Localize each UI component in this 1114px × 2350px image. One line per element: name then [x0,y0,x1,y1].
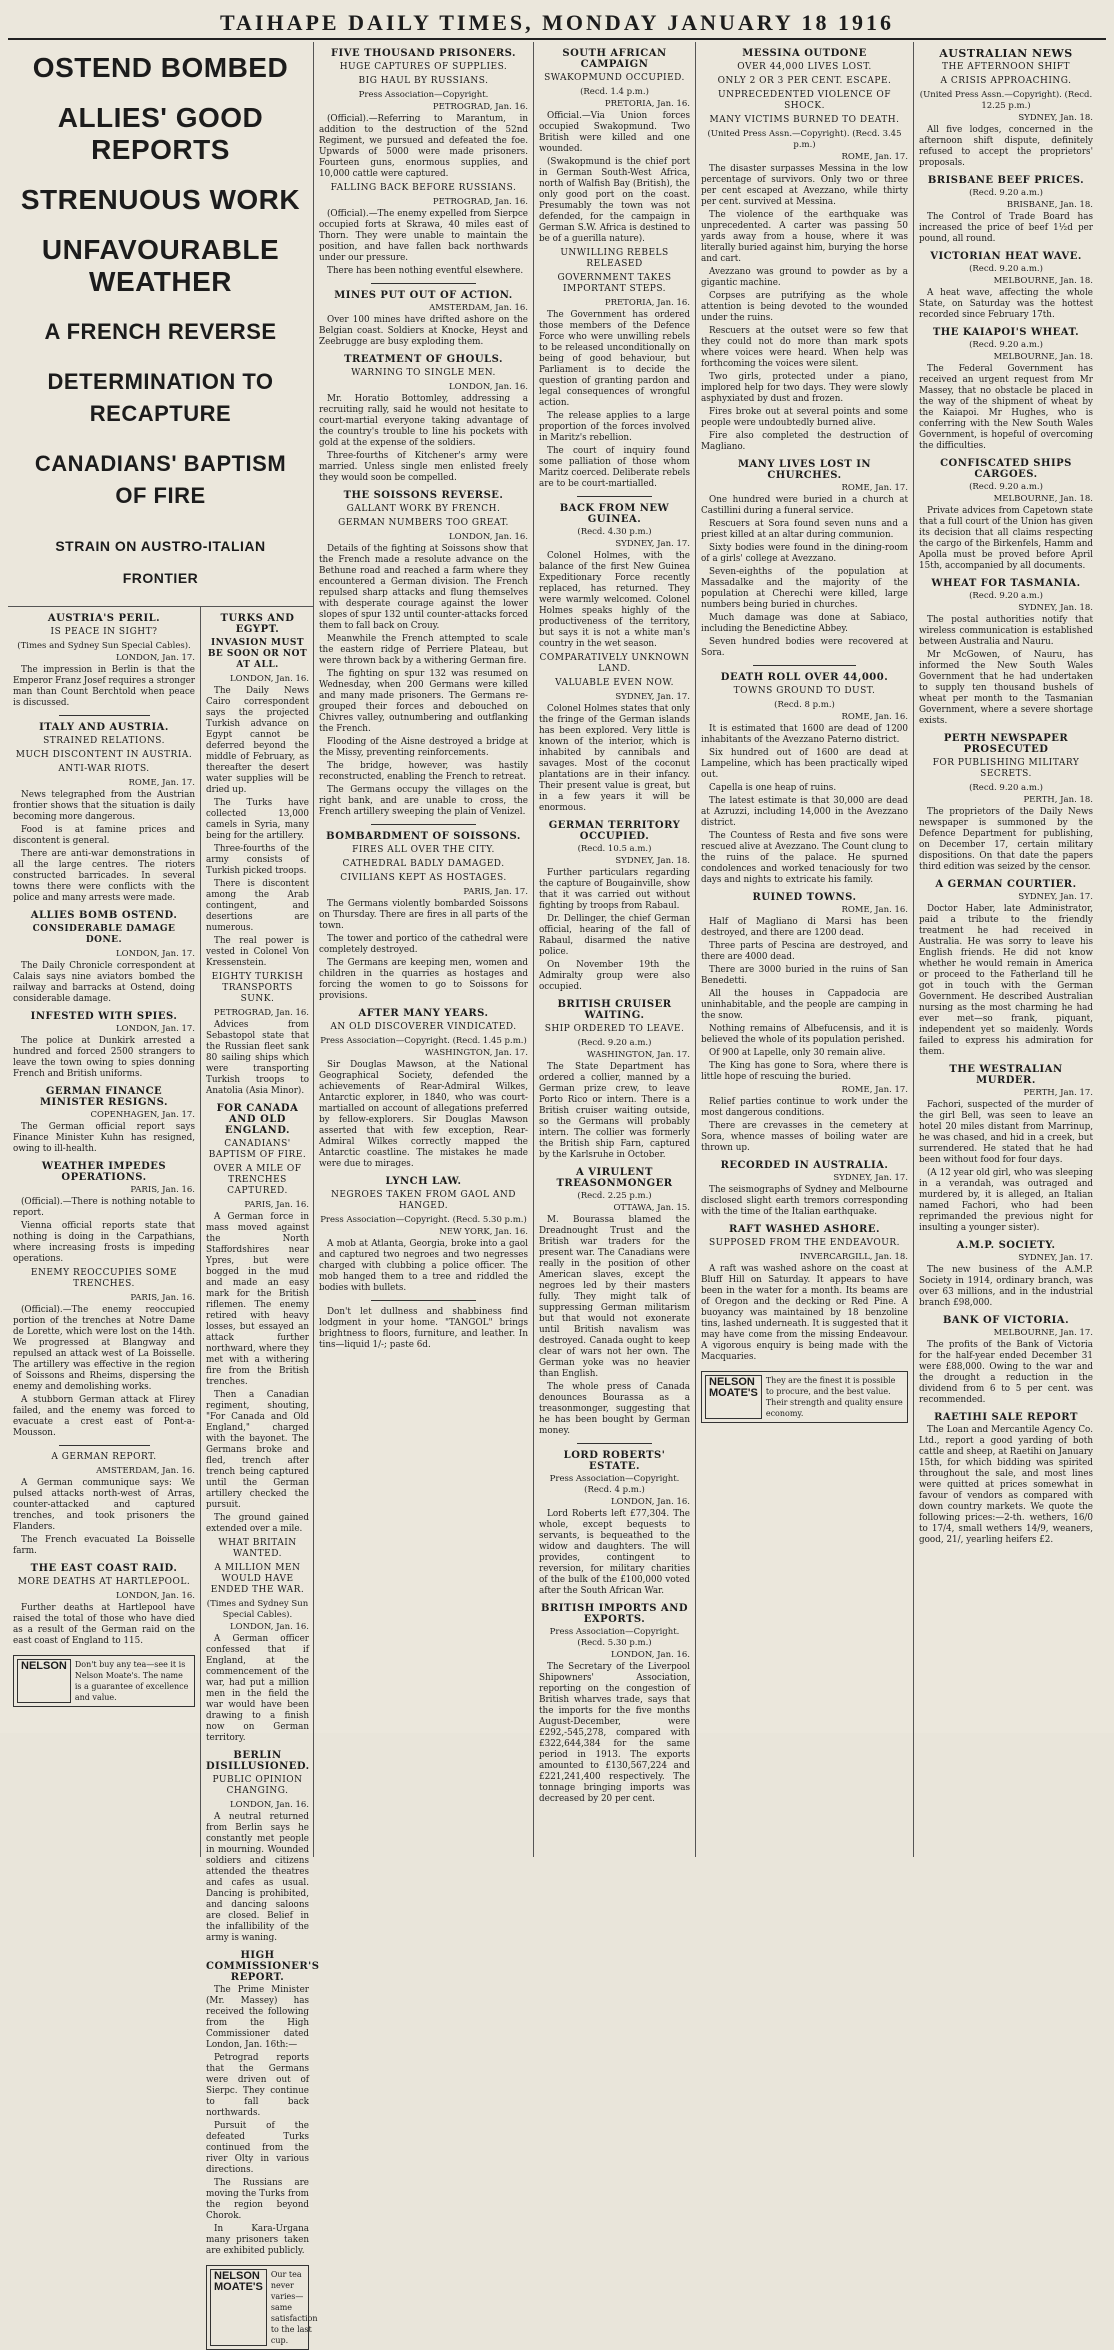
paragraph: Nothing remains of Albefucensis, and it is believed the whole of its population perished. [701,1024,908,1045]
article-heading: GERMAN TERRITORY OCCUPIED. [548,820,681,842]
dateline: WASHINGTON, Jan. 17. [424,1048,528,1058]
paragraph: Petrograd reports that the Germans were driven out of Sierpc. They continue to fall back northwards. [206,2053,309,2118]
dateline: ROME, Jan. 16. [841,712,908,722]
dateline: SYDNEY, Jan. 18. [1018,603,1093,613]
article-heading: THE WESTRALIAN MURDER. [949,1064,1063,1086]
column-5 [696,42,914,1857]
paragraph: The release applies to a large proportion of the forces involved in Maritz's rebellion. [539,411,690,443]
subheading: WARNING TO SINGLE MEN. [351,368,496,378]
paragraph: The Daily News Cairo correspondent says the projected Turkish advance on Egypt cannot be deferred beyond the middle of February, as thereafter the desert water supplies will be dried up. [206,686,309,795]
dateline: MELBOURNE, Jan. 18. [993,276,1093,286]
article-heading: FIVE THOUSAND PRISONERS. [330,48,517,59]
paragraph: Six hundred out of 1600 are dead at Lampeline, which has been practically wiped out. [701,748,908,780]
article-heading: THE EAST COAST RAID. [30,1563,178,1574]
source-line: Press Association—Copyright. (Recd. 5.30 p.m.) [320,1215,527,1225]
ad-text: They are the finest it is possible to procure, and the best value. Their strength and quality ensure economy. [765,1376,903,1418]
subheading: TOWNS GROUND TO DUST. [733,686,876,696]
dateline: MELBOURNE, Jan. 18. [993,352,1093,362]
dateline: PERTH, Jan. 17. [1023,1088,1093,1098]
subheading: OVER 44,000 LIVES LOST. [737,62,872,72]
article-heading: TREATMENT OF GHOULS. [344,354,503,365]
paragraph: Over 100 mines have drifted ashore on the Belgian coast. Soldiers at Knocke, Heyst and Zeebrugge are busy exploding them. [319,315,528,347]
article-heading: BRITISH IMPORTS AND EXPORTS. [540,1603,689,1625]
paragraph: The ground gained extended over a mile. [206,1513,309,1534]
paragraph: Three-fourths of the army consists of Turkish picked troops. [206,844,309,876]
advertisement-text: Don't let dullness and shabbiness find lodgment in your home. "TANGOL" brings brightness to floors, furniture, and leather. In tins—liquid 1/-; paste 6d. [319,1307,528,1350]
paragraph: There has been nothing eventful elsewhere. [327,266,524,276]
article-heading: AUSTRIA'S PERIL. [47,613,161,624]
divider [577,1443,653,1444]
masthead [8,0,1106,40]
paragraph: Further particulars regarding the capture of Bougainville, show that it was carried out without fighting by troops from Rabaul. [539,868,690,911]
paragraph: A German force in mass moved against the North Staffordshires near Ypres, but were bogged in the mud and made an easy mark for the British riflemen. The enemy retired with heavy losses, but essayed an attack further northward, where they met with a withering fire from the British trenches. [206,1212,309,1387]
paragraph: The Federal Government has received an urgent request from Mr Massey, that no obstacle be placed in the way of the shipment of wheat by the Kaiapoi. Mr Hughes, who is conferring with the New South Wales Government, is hopeful of overcoming the difficulties. [919,364,1093,451]
dateline: LONDON, Jan. 16. [610,1650,690,1660]
subheading: CANADIANS' BAPTISM OF FIRE. [208,1139,307,1160]
divider [753,665,857,666]
paragraph: Colonel Holmes, with the balance of the first New Guinea Expeditionary Force recently replaced, has returned. They were warmly welcomed. Colonel Holmes speaks highly of the productiveness of the territory, but says it is not a white man's country in the wet season. [539,551,690,649]
subheading: INVASION MUST BE SOON OR NOT AT ALL. [207,638,308,670]
subheading: HUGE CAPTURES OF SUPPLIES. [339,62,508,72]
dateline: LONDON, Jan. 16. [115,1591,195,1601]
paragraph: The Prime Minister (Mr. Massey) has received the following from the High Commissioner dated London, Jan. 16th:— [206,1985,309,2050]
source-line: (Recd. 9.20 a.m.) [969,264,1043,274]
article-heading: RUINED TOWNS. [752,892,857,903]
columns [8,42,1106,2345]
source-line: (United Press Assn.—Copyright). (Recd. 3.45 p.m.) [707,129,902,150]
paragraph: (Official).—The enemy expelled from Sierpce occupied forts at Skrawa, 40 miles east of Thorn. They were unable to maintain the position, and have fallen back northwards under our pressure. [319,209,528,263]
dateline: SYDNEY, Jan. 17. [833,1173,908,1183]
paragraph: Flooding of the Aisne destroyed a bridge at the Missy, preventing reinforcements. [319,737,528,758]
paragraph: The disaster surpasses Messina in the low percentage of survivors. Only two or three per cent escaped at Avezzano, while thirty per cent. survived at Messina. [701,164,908,207]
dateline: AMSTERDAM, Jan. 16. [429,303,528,313]
headline-5: A FRENCH REVERSE [44,319,277,344]
divider [371,1300,476,1301]
subheading: A CRISIS APPROACHING. [940,76,1072,86]
paragraph: A German officer confessed that if England, at the commencement of the war, had put a million men in the field the war would have been drawing to a finish now on German territory. [206,1634,309,1743]
dateline: PARIS, Jan. 16. [130,1185,195,1195]
advertisement [701,1371,908,1423]
subheading: GERMAN NUMBERS TOO GREAT. [338,518,509,528]
dateline: ROME, Jan. 17. [841,483,908,493]
paragraph: It is estimated that 1600 are dead of 1200 inhabitants of the Avezzano Paterno district. [701,724,908,745]
subheading: OVER A MILE OF TRENCHES CAPTURED. [213,1164,302,1196]
paragraph: Capella is one heap of ruins. [709,783,837,793]
dateline: PETROGRAD, Jan. 16. [432,197,528,207]
paragraph: The new business of the A.M.P. Society in 1914, ordinary branch, was over 63 millions, and in the industrial branch £98,000. [919,1265,1093,1308]
dateline: SYDNEY, Jan. 18. [1018,113,1093,123]
article-heading: RECORDED IN AUSTRALIA. [720,1160,889,1171]
subheading: FIRES ALL OVER THE CITY. [352,845,495,855]
headline-3: STRENUOUS WORK [20,184,301,215]
paragraph: The French evacuated La Boisselle farm. [13,1535,195,1556]
article-heading: AFTER MANY YEARS. [358,1008,489,1019]
paragraph: The Germans violently bombarded Soissons on Thursday. There are fires in all parts of the town. [319,899,528,931]
dateline: SYDNEY, Jan. 18. [615,856,690,866]
paragraph: Fires broke out at several points and some people were undoubtedly burned alive. [701,407,908,428]
column-3 [314,42,534,1857]
paragraph: Rescuers at the outset were so few that they could not do more than mark spots where voices were heard. When help was forthcoming the voices were silent. [701,326,908,369]
paragraph: Corpses are putrifying as the whole attention is being devoted to the wounded under the ruins. [701,291,908,323]
subheading: NEGROES TAKEN FROM GAOL AND HANGED. [331,1190,516,1211]
subheading: GOVERNMENT TAKES IMPORTANT STEPS. [557,273,672,294]
headline-4: UNFAVOURABLE WEATHER [41,234,280,297]
dateline: LONDON, Jan. 16. [448,532,528,542]
paragraph: The Germans occupy the villages on the right bank, and are unable to cross, the French artillery sweeping the plain of Venizel. [319,785,528,817]
paragraph: The postal authorities notify that wireless communication is established between Australia and Nauru. [919,615,1093,647]
headline-7: CANADIANS' BAPTISM OF FIRE [34,451,287,508]
source-line: (Recd. 9.20 a.m.) [969,482,1043,492]
source-line: Press Association—Copyright. [358,90,489,100]
paragraph: The German official report says Finance Minister Kuhn has resigned, owing to ill-health. [13,1122,195,1154]
paragraph: Relief parties continue to work under the most dangerous conditions. [701,1097,908,1118]
paragraph: A stubborn German attack at Flirey failed, and the enemy was forced to evacuate a crest east of Pont-a-Mousson. [13,1395,195,1438]
paragraph: Half of Magliano di Marsi has been destroyed, and there are 1200 dead. [701,917,908,938]
subheading: UNWILLING REBELS RELEASED [560,248,669,269]
dateline: ROME, Jan. 17. [841,152,908,162]
article-heading: FOR CANADA AND OLD ENGLAND. [216,1103,299,1136]
divider [59,715,150,716]
dateline: MELBOURNE, Jan. 17. [993,1328,1093,1338]
article-heading: THE KAIAPOI'S WHEAT. [932,327,1080,338]
paragraph: News telegraphed from the Austrian frontier shows that the situation is daily becoming more dangerous. [13,790,195,822]
paragraph: Three-fourths of Kitchener's army were married. Unless single men enlisted freely they would soon be compelled. [319,451,528,483]
dateline: PRETORIA, Jan. 16. [604,99,690,109]
ad-logo: NELSON MOATE'S [210,2269,267,2346]
paragraph: Seven hundred bodies were recovered at Sora. [701,637,908,658]
ad-text: Don't buy any tea—see it is Nelson Moate's. The name is a guarantee of excellence and value. [74,1660,189,1702]
subheading: VALUABLE EVEN NOW. [555,678,674,688]
source-line: (United Press Assn.—Copyright). (Recd. 12.25 p.m.) [919,90,1093,111]
paragraph: The impression in Berlin is that the Emperor Franz Josef requires a stronger man than Count Berchtold when peace is discussed. [13,665,195,708]
paragraph: Advices from Sebastopol state that the Russian fleet sank 80 sailing ships which were transporting Turkish troops to Anatolia (Asia Minor). [206,1020,309,1096]
paragraph: The court of inquiry found some palliation of those whom Maritz coerced. Deliberate rebels are to be court-martialled. [539,446,690,489]
paragraph: The bridge, however, was hastily reconstructed, enabling the French to retreat. [319,761,528,782]
headline-2: ALLIES' GOOD REPORTS [57,102,264,165]
dateline: PETROGRAD, Jan. 16. [213,1008,309,1018]
paragraph: The Secretary of the Liverpool Shipowners' Association, reporting on the congestion of British wharves trade, says that the imports for the five months August-December, were £292,-545,278, compared with £322,644,384 for the same period in 1913. The exports amounted to £130,567,224 and £221,241,400 respectively. The tonnage bringing imports was decreased by 20 per cent. [539,1662,690,1804]
subheading: CATHEDRAL BADLY DAMAGED. [342,859,505,869]
paragraph: Colonel Holmes states that only the fringe of the German islands has been explored. Very little is known of the interior, which is inhabited by cannibals and savages. Most of the coconut plantations are in their infancy. Their present value is great, but in a few years it will be enormous. [539,704,690,813]
subheading: STRAINED RELATIONS. [43,736,165,746]
paragraph: Vienna official reports state that nothing is doing in the Carpathians, where increasing frosts is impeding operations. [13,1221,195,1264]
paragraph: Rescuers at Sora found seven nuns and a priest killed at an altar during communion. [701,519,908,540]
paragraph: (Official).—Referring to Marantum, in addition to the destruction of the 52nd Regiment, we pursued and defeated the foe. Upwards of 5000 were made prisoners. Fourteen guns, enormous supplies, and 10,000 cattle were captured. [319,114,528,179]
paragraph: Private advices from Capetown state that a full court of the Union has given its decision that all claims respecting the cargo of the Birkenfels, Hamm and Apolla must be proved before April 15th, accompanied by all documents. [919,506,1093,571]
advertisement [206,2265,318,2350]
dateline: ROME, Jan. 17. [128,778,195,788]
source-line: (Times and Sydney Sun Special Cables). [17,641,191,651]
subheading: COMPARATIVELY UNKNOWN LAND. [539,653,690,674]
paragraph: A neutral returned from Berlin says he constantly met people in mourning. Wounded soldiers and citizens attended the theatres and cafes as usual. Dancing is prohibited, and dancing saloons are closed. Belief in the infallibility of the army is waning. [206,1812,309,1943]
article-heading: ALLIES BOMB OSTEND. [30,910,178,921]
subheading: SHIP ORDERED TO LEAVE. [544,1024,685,1034]
divider [59,1445,150,1446]
paragraph: The Control of Trade Board has increased the price of beef 1½d per pound, all round. [919,212,1093,244]
article-heading: LYNCH LAW. [385,1176,462,1187]
source-line: (Recd. 1.4 p.m.) [580,87,649,97]
source-line: (Recd. 9.20 a.m.) [577,1038,652,1048]
article-heading: WEATHER IMPEDES OPERATIONS. [41,1161,167,1183]
article-heading: CONFISCATED SHIPS CARGOES. [940,458,1072,480]
article-heading: HIGH COMMISSIONER'S REPORT. [206,1950,320,1983]
column-4 [534,42,696,1857]
paragraph: There are 3000 buried in the ruins of San Benedetti. [701,965,908,986]
paragraph: Two girls, protected under a piano, implored help for two days. They were slowly asphyxiated by dust and frozen. [701,372,908,404]
paragraph: One hundred were buried in a church at Castillini during a funeral service. [701,495,908,516]
dateline: LONDON, Jan. 17. [115,653,195,663]
article-heading: AUSTRALIAN NEWS [939,47,1073,60]
subheading: MANY VICTIMS BURNED TO DEATH. [709,115,900,125]
paragraph: Official.—Via Union forces occupied Swakopmund. Two British were killed and one wounded. [539,111,690,154]
article-heading: ITALY AND AUSTRIA. [39,722,169,733]
dateline: SYDNEY, Jan. 17. [1018,892,1093,902]
paragraph: The seismographs of Sydney and Melbourne disclosed slight earth tremors corresponding with the time of the Italian earthquake. [701,1185,908,1217]
paragraph: Sir Douglas Mawson, at the National Geographical Society, defended the achievements of Rear-Admiral Wilkes, Antarctic explorer, in 1840, who was court-martialled on account of allegations preferred by fellow-explorers. Sir Douglas Mawson asserted that with few exception, Rear-Admiral Wilkes correctly mapped the Antarctic coastline. The mistakes he made were due to mirages. [319,1060,528,1169]
advertisement [13,1655,195,1707]
article-heading: VICTORIAN HEAT WAVE. [930,251,1082,262]
subheading: MUCH DISCONTENT IN AUSTRIA. [15,750,193,760]
paragraph: The whole press of Canada denounces Bourassa as a treasonmonger, suggesting that he has been bought by German money. [539,1382,690,1436]
dateline: ROME, Jan. 16. [841,905,908,915]
masthead-title: TAIHAPE DAILY TIMES, MONDAY JANUARY 18 1916 [219,10,894,35]
article-heading: MANY LIVES LOST IN CHURCHES. [737,459,872,481]
dateline: PARIS, Jan. 16. [130,1293,195,1303]
ad-text: Our tea never varies—same satisfaction to the last cup. [270,2270,318,2345]
subheading: AN OLD DISCOVERER VINDICATED. [330,1022,517,1032]
paragraph: There is discontent among the Arab contingent, and desertions are numerous. [206,879,309,933]
dateline: PRETORIA, Jan. 16. [604,298,690,308]
paragraph: (Official).—There is nothing notable to report. [13,1197,195,1218]
article-heading: PERTH NEWSPAPER PROSECUTED [943,733,1069,755]
paragraph: A heat wave, affecting the whole State, on Saturday was the hottest recorded since February 17th. [919,288,1093,320]
article-heading: BERLIN DISILLUSIONED. [206,1750,310,1772]
paragraph: There are anti-war demonstrations in all the large centres. The rioters constructed barricades. In several towns there were conflicts with the police and many arrests were made. [13,849,195,903]
dateline: SYDNEY, Jan. 17. [1018,1253,1093,1263]
column-2 [201,607,320,2345]
paragraph: The Government has ordered those members of the Defence Force who were unwilling rebels to be released unconditionally on being of good behaviour, but Parliament is to decide the question of granting pardon and legal consequences of wrongful action. [539,310,690,408]
article-heading: A GERMAN COURTIER. [935,879,1077,890]
dateline: WASHINGTON, Jan. 17. [586,1050,690,1060]
paragraph: (Official).—The enemy reoccupied portion of the trenches at Notre Dame de Lorette, which were lost on the 14th. We progressed at Blangway and repulsed an attack west of La Boisselle. The artillery was effective in the region of Soissons and Rheims, dispersing the enemy and demolishing works. [13,1305,195,1392]
article-heading: WHEAT FOR TASMANIA. [931,578,1081,589]
paragraph: The profits of the Bank of Victoria for the half-year ended December 31 were £88,000. Owing to the war and the drought a reduction in the dividend from 6 to 5 per cent. was recommended. [919,1340,1093,1405]
paragraph: Details of the fighting at Soissons show that the French made a resolute advance on the Bethune road and reached a farm where they encountered a German division. The French repulsed sharp attacks and flung themselves with desperate courage against the lower slopes of spur 132 until counter-attacks forced them to fall back on Crouy. [319,544,528,631]
dateline: NEW YORK, Jan. 16. [439,1227,528,1237]
source-line: (Recd. 4.30 p.m.) [577,527,652,537]
dateline: LONDON, Jan. 16. [229,1622,309,1632]
paragraph: The real power is vested in Colonel Von Kressenstein. [206,936,309,968]
left-subcolumns [8,607,320,2345]
dateline: PARIS, Jan. 17. [463,887,528,897]
paragraph: (A 12 year old girl, who was sleeping in a verandah, was outraged and murdered by, it is alleged, an Italian named Fachori, who had been reprimanded the previous night for insulting a younger sister). [919,1168,1093,1233]
article-heading: A.M.P. SOCIETY. [956,1240,1056,1251]
source-line: (Recd. 9.20 a.m.) [969,783,1043,793]
paragraph: Meanwhile the French attempted to scale the eastern ridge of Perriere Plateau, but were thrown back by a withering German fire. [319,634,528,666]
dateline: ROME, Jan. 17. [841,1085,908,1095]
dateline: PETROGRAD, Jan. 16. [432,102,528,112]
paragraph: The State Department has ordered a collier, manned by a German prize crew, to leave Porto Rico or intern. There is a British cruiser waiting outside, so the Germans will probably intern. The collier was formerly the British ship Farn, captured by the Karlsruhe in October. [539,1062,690,1160]
paragraph: On November 19th the Admiralty group were also occupied. [539,960,690,992]
column-1 [8,607,201,1857]
dateline: LONDON, Jan. 16. [229,674,309,684]
paragraph: Three parts of Pescina are destroyed, and there are 4000 dead. [701,941,908,962]
subheading: IS PEACE IN SIGHT? [50,627,158,637]
subheading: CIVILIANS KEPT AS HOSTAGES. [340,873,507,883]
paragraph: Sixty bodies were found in the dining-room of a girls' college at Avezzano. [701,543,908,564]
dateline: LONDON, Jan. 17. [115,1024,195,1034]
source-line: (Recd. 10.5 a.m.) [577,844,652,854]
source-line: (Recd. 2.25 p.m.) [577,1191,652,1201]
source-line: Press Association—Copyright. (Recd. 1.45 p.m.) [320,1036,527,1046]
paragraph: A German communique says: We pulsed attacks north-west of Arras, counter-attacked and captured trenches, and took prisoners the Flanders. [13,1478,195,1532]
paragraph: Seven-eighths of the population at Massadalke and the majority of the population at Cherechi were killed, large numbers being buried in churches. [701,567,908,610]
headline-8: STRAIN ON AUSTRO-ITALIAN FRONTIER [55,538,266,586]
subheading: BIG HAUL BY RUSSIANS. [358,76,489,86]
paragraph: Fachori, suspected of the murder of the girl Bell, was seen to leave an hotel 20 miles distant from Marrinup, he was chased, and hid in a creek, but surrendered. He stated that he had been without food for four days. [919,1100,1093,1165]
subheading: THE AFTERNOON SHIFT [941,62,1071,72]
headline-1: OSTEND BOMBED [32,52,289,83]
article-heading: BANK OF VICTORIA. [942,1315,1070,1326]
paragraph: The King has gone to Sora, where there is little hope of rescuing the buried. [701,1061,908,1082]
source-line: (Recd. 9.20 a.m.) [969,591,1043,601]
article-heading: INFESTED WITH SPIES. [30,1011,178,1022]
headline-6: DETERMINATION TO RECAPTURE [47,369,274,426]
dateline: PARIS, Jan. 16. [244,1200,309,1210]
paragraph: Pursuit of the defeated Turks continued from the river Olty in various directions. [206,2121,309,2175]
paragraph: Doctor Haber, late Administrator, paid a tribute to the friendly treatment he had received in Australia. He was sorry to leave his English friends. He did not know whether he would remain in America or proceed to the Fatherland till he got in touch with the German Government. He described Australian nursing as the most charming he had ever met—so frank, piquant, independent yet so maidenly. Words failed to express his admiration for them. [919,904,1093,1057]
subheading: A GERMAN REPORT. [51,1452,157,1462]
column-6 [914,42,1098,1857]
paragraph: The tower and portico of the cathedral were completely destroyed. [319,934,528,955]
paragraph: A mob at Atlanta, Georgia, broke into a gaol and captured two negroes and two negresses charged with clubbing a police officer. The mob hanged them to a tree and riddled the bodies with bullets. [319,1239,528,1293]
paragraph: The police at Dunkirk arrested a hundred and forced 2500 strangers to leave the town owing to spies donning French and British uniforms. [13,1036,195,1079]
paragraph: There are crevasses in the cemetery at Sora, whence masses of boiling water are thrown up. [701,1121,908,1153]
subheading: EIGHTY TURKISH TRANSPORTS SUNK. [211,972,304,1004]
divider [577,496,653,497]
article-heading: LORD ROBERTS' ESTATE. [563,1450,666,1472]
subheading: GALLANT WORK BY FRENCH. [346,504,501,514]
article-heading: RAETIHI SALE REPORT [934,1412,1078,1423]
subheading: PUBLIC OPINION CHANGING. [212,1775,303,1796]
dateline: LONDON, Jan. 17. [115,949,195,959]
dateline: INVERCARGILL, Jan. 18. [799,1252,908,1262]
paragraph: The proprietors of the Daily News newspaper is summoned by the Defence Department for publishing, on December 17, certain military dispositions. On that date the papers third edition was seized by the censor. [919,807,1093,872]
paragraph: In Kara-Urgana many prisoners taken are exhibited publicly. [206,2224,309,2256]
paragraph: The Germans are keeping men, women and children in the quarries as hostages and forcing the women to go to Soissons for provisions. [319,958,528,1001]
paragraph: Mr McGowen, of Nauru, has informed the New South Wales Government that he had undertaken to supply ten thousand bushels of wheat per month to the Tasmanian Government, where a severe shortage exists. [919,650,1093,726]
paragraph: Fire also completed the destruction of Magliano. [701,431,908,452]
article-heading: MESSINA OUTDONE [742,48,867,59]
article-heading: RAFT WASHED ASHORE. [729,1224,880,1235]
paragraph: The Daily Chronicle correspondent at Calais says nine aviators bombed the railway and barracks at Ostend, doing considerable damage. [13,961,195,1004]
article-heading: BRITISH CRUISER WAITING. [557,999,672,1021]
paragraph: The fighting on spur 132 was resumed on Wednesday, when 200 Germans were killed and many made prisoners. The Germans re-grouped their forces and debouched on Chivres valley, outnumbering and outflanking the French. [319,669,528,734]
article-heading: BACK FROM NEW GUINEA. [559,503,670,525]
paragraph: The Loan and Mercantile Agency Co. Ltd., report a good yarding of both cattle and sheep, at Raetihi on January 15th, for which bidding was spirited throughout the sale, and most lines were quitted at prices somewhat in favour of vendors as compared with down country markets. We quote the following prices:—2-th. wethers, 16/0 to 17/4, small wethers 14/9, weaners, good, 21/, yearling heifers £2. [919,1425,1093,1545]
paragraph: Mr. Horatio Bottomley, addressing a recruiting rally, said he would not hesitate to court-martial everyone taking advantage of the country's trouble to line his pockets with gold at the expense of the soldiers. [319,394,528,448]
subheading: FOR PUBLISHING MILITARY SECRETS. [932,758,1080,779]
source-line: (Recd. 8 p.m.) [774,700,835,710]
subheading: ANTI-WAR RIOTS. [58,764,150,774]
source-line: (Recd. 9.20 a.m.) [969,188,1043,198]
paragraph: Of 900 at Lapelle, only 30 remain alive. [709,1048,886,1058]
article-heading: GERMAN FINANCE MINISTER RESIGNS. [39,1086,168,1108]
dateline: LONDON, Jan. 16. [448,382,528,392]
paragraph: All five lodges, concerned in the afternoon shift dispute, definitely refused to accept the proprietors' proposals. [919,125,1093,168]
subheading: UNPRECEDENTED VIOLENCE OF SHOCK. [718,90,891,111]
paragraph: Then a Canadian regiment, shouting, "For Canada and Old England," charged with the bayonet. The Germans broke and fled, trench after trench being captured until the German artillery checked the pursuit. [206,1390,309,1510]
article-heading: THE SOISSONS REVERSE. [343,490,504,501]
dateline: SYDNEY, Jan. 17. [615,539,690,549]
paragraph: M. Bourassa blamed the Dreadnought Trust and the British war traders for the present war. The Canadians were really in the position of other American slaves, except the negroes led by their masters fully. They might talk of suppressing German militarism but that would not exonerate until British navalism was destroyed. Canada ought to keep clear of wars not her own. The German yoke was no heavier than English. [539,1215,690,1379]
source-line: Press Association—Copyright. (Recd. 4 p.m.) [549,1474,680,1495]
paragraph: The Russians are moving the Turks from the region beyond Chorok. [206,2178,309,2221]
source-line: Press Association—Copyright. (Recd. 5.30 p.m.) [549,1627,680,1648]
paragraph: All the houses in Cappadocia are uninhabitable, and the people are camping in the snow. [701,989,908,1021]
divider [371,824,476,825]
subheading: SWAKOPMUND OCCUPIED. [544,73,685,83]
divider [371,283,476,284]
subheading: SUPPOSED FROM THE ENDEAVOUR. [708,1238,901,1248]
source-line: (Recd. 9.20 a.m.) [969,340,1043,350]
dateline: LONDON, Jan. 16. [229,1800,309,1810]
dateline: LONDON, Jan. 16. [610,1497,690,1507]
subheading: CONSIDERABLE DAMAGE DONE. [32,924,176,945]
article-heading: SOUTH AFRICAN CAMPAIGN [562,48,667,70]
dateline: COPENHAGEN, Jan. 17. [90,1110,195,1120]
paragraph: Further deaths at Hartlepool have raised the total of those who have died as a result of the German raid on the east coast of England to 115. [13,1603,195,1646]
article-heading: TURKS AND EGYPT. [220,613,295,635]
paragraph: The Turks have collected 13,000 camels in Syria, many being for the artillery. [206,798,309,841]
paragraph: Dr. Dellinger, the chief German official, hearing of the fall of Rabaul, disarmed the native police. [539,914,690,957]
paragraph: Avezzano was ground to powder as by a gigantic machine. [701,267,908,288]
dateline: SYDNEY, Jan. 17. [615,692,690,702]
paragraph: A raft was washed ashore on the coast at Bluff Hill on Saturday. It appears to have been in the water for a month. Its beams are of Oregon and the decking or Red Pine. A buoyancy was maintained by 18 benzoline tins, lashed underneath. It is suggested that it may have come from the missing Endeavour. A vigorous enquiry is being made with the Macquaries. [701,1264,908,1362]
paragraph: The latest estimate is that 30,000 are dead at Azruzzi, including 14,000 in the Avezzano district. [701,796,908,828]
dateline: AMSTERDAM, Jan. 16. [96,1466,195,1476]
article-heading: A VIRULENT TREASONMONGER [556,1167,673,1189]
dateline: PERTH, Jan. 18. [1023,795,1093,805]
subheading: WHAT BRITAIN WANTED. [218,1538,297,1559]
dateline: BRISBANE, Jan. 18. [1006,200,1093,210]
lead-and-left-columns [8,42,320,2345]
paragraph: Much damage was done at Sabiaco, including the Benedictine Abbey. [701,613,908,634]
source-line: (Times and Sydney Sun Special Cables). [206,1599,309,1620]
paragraph: The Countess of Resta and five sons were rescued alive at Avezzano. The Count clung to the ruins of the palace. He spurned condolences and worked tenaciously for two days and nights to extricate his family. [701,831,908,885]
paragraph: The violence of the earthquake was unprecedented. A carter was passing 50 yards away from a house, where it was literally buried against him, burying the horse and cart. [701,210,908,264]
subheading: MORE DEATHS AT HARTLEPOOL. [17,1577,191,1587]
subheading: A MILLION MEN WOULD HAVE ENDED THE WAR. [210,1563,305,1595]
lead-headlines [8,42,313,607]
subheading: ONLY 2 OR 3 PER CENT. ESCAPE. [717,76,892,86]
dateline: MELBOURNE, Jan. 18. [993,494,1093,504]
ad-logo: NELSON MOATE'S [705,1375,762,1419]
subheading: FALLING BACK BEFORE RUSSIANS. [330,183,517,193]
article-heading: DEATH ROLL OVER 44,000. [720,672,889,683]
subheading: ENEMY REOCCUPIES SOME TRENCHES. [30,1268,178,1289]
paragraph: Lord Roberts left £77,304. The whole, except bequests to servants, is bequeathed to the widow and daughters. The will provides, contingent to reversion, for military charities of the bulk of the £100,000 voted after the South African War. [539,1509,690,1596]
article-heading: MINES PUT OUT OF ACTION. [334,290,513,301]
paragraph: Food is at famine prices and discontent is general. [13,825,195,846]
dateline: OTTAWA, Jan. 15. [613,1203,690,1213]
article-heading: BRISBANE BEEF PRICES. [927,175,1085,186]
article-heading: BOMBARDMENT OF SOISSONS. [326,831,521,842]
ad-logo: NELSON [17,1659,71,1703]
paragraph: (Swakopmund is the chief port in German South-West Africa, north of Walfish Bay (British), the only good port on the coast. Presumably the town was not defended, for the campaign in German S.W. Africa is destined to be of a guerilla nature). [539,157,690,244]
